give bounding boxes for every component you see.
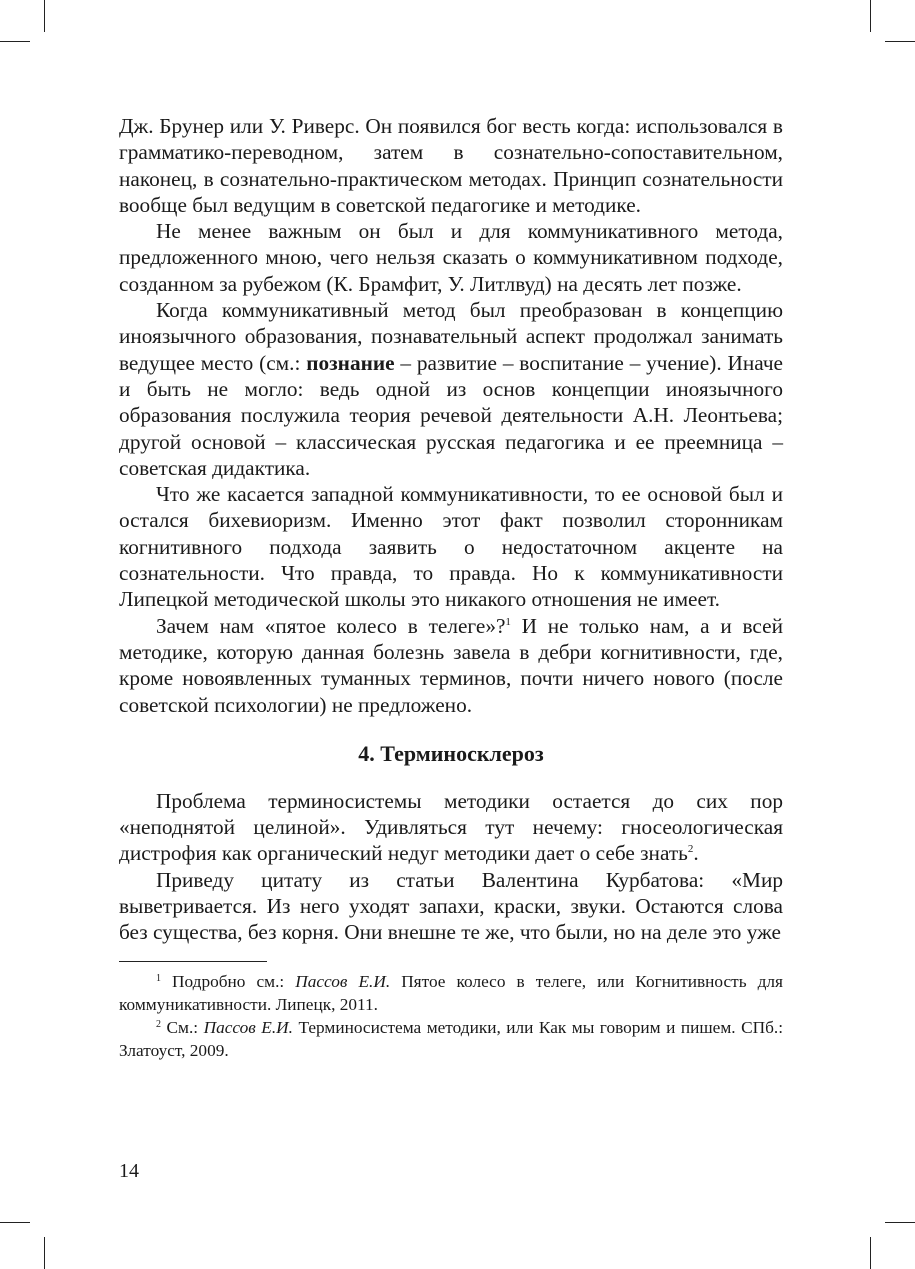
- footnote-text: См.:: [161, 1017, 204, 1037]
- bold-term: познание: [306, 350, 395, 375]
- footnote-number: 2: [156, 1018, 161, 1030]
- footnote-author: Пассов Е.И.: [203, 1017, 293, 1037]
- paragraph: Дж. Брунер или У. Риверс. Он появился бог весть когда: использовался в грамматико-переводном, затем в сознательно-сопоставительном, наконец, в сознательно-практическом методах. Принцип сознательности вообще был ведущим в советской педагогике и методике.: [119, 114, 783, 217]
- crop-mark: [870, 0, 871, 32]
- paragraph: Приведу цитату из статьи Валентина Курбатова: «Мир выветривается. Из него уходят запахи, краски, звуки. Остаются слова без существа, без корня. Они внешне те же, что были, но на деле это уже: [119, 867, 783, 945]
- paragraph: Что же касается западной коммуникативности, то ее основой был и остался бихевиоризм. Именно этот факт позволил сторонникам когнитивного подхода заявить о недостаточном акценте на сознательности. Что правда, то правда. Но к коммуникативности Липецкой методической школы это никакого отношения не имеет.: [119, 482, 783, 612]
- footnote-author: Пассов Е.И.: [295, 971, 391, 991]
- page-body: [119, 113, 783, 1062]
- footnote-text: Пятое колесо в телеге, или Когнитивность для коммуникативности. Липецк, 2011.: [119, 971, 783, 1014]
- paragraph: Не менее важным он был и для коммуникативного метода, предложенного мною, чего нельзя сказать о коммуникативном подходе, созданном за рубежом (К. Брамфит, У. Литлвуд) на десять лет позже.: [119, 219, 783, 296]
- paragraph-text: Когда коммуникативный метод был преобразован в концепцию иноязычного образования, познавательный аспект продолжал занимать ведущее место (см.:: [119, 298, 783, 375]
- paragraph: [119, 788, 783, 867]
- crop-mark: [0, 41, 30, 42]
- section-heading: 4. Терминосклероз: [358, 740, 544, 766]
- paragraph-text: .: [693, 841, 699, 866]
- crop-mark: [885, 41, 915, 42]
- footnote-ref: 2: [687, 843, 694, 856]
- footnote-text: Подробно см.:: [161, 971, 296, 991]
- footnote-divider: [119, 961, 267, 962]
- crop-mark: [44, 1237, 45, 1269]
- footnote: [119, 1016, 783, 1062]
- crop-mark: [0, 1222, 30, 1223]
- paragraph-text: И не только нам, а и всей методике, которую данная болезнь завела в дебри когнитивности, где, кроме новоявленных туманных терминов, почти ничего нового (после советской психологии) не предложено.: [119, 613, 783, 717]
- paragraph-text: – развитие – воспитание – учение). Иначе и быть не могло: ведь одной из основ концепции иноязычного образования послужила теория речевой деятельности А.Н. Леонтьева; другой основой – классическая русская педагогика и ее преемница – советская дидактика.: [119, 350, 783, 480]
- paragraph-text: Зачем нам «пятое колесо в телеге»?: [156, 613, 506, 638]
- page-number: 14: [119, 1160, 139, 1182]
- footnote-text: Терминосистема методики, или Как мы говорим и пишем. СПб.: Златоуст, 2009.: [119, 1017, 784, 1060]
- footnote-ref: 1: [505, 615, 511, 628]
- footnote-number: 1: [156, 972, 161, 984]
- paragraph: [119, 613, 783, 718]
- crop-mark: [885, 1222, 915, 1223]
- crop-mark: [44, 0, 45, 32]
- crop-mark: [870, 1237, 871, 1269]
- footnote: [119, 970, 783, 1016]
- paragraph-text: Проблема терминосистемы методики остается до сих пор «неподнятой целиной». Удивляться тут нечему: гносеологическая дистрофия как органический недуг методики дает о себе знать: [119, 788, 783, 866]
- paragraph: [119, 297, 783, 481]
